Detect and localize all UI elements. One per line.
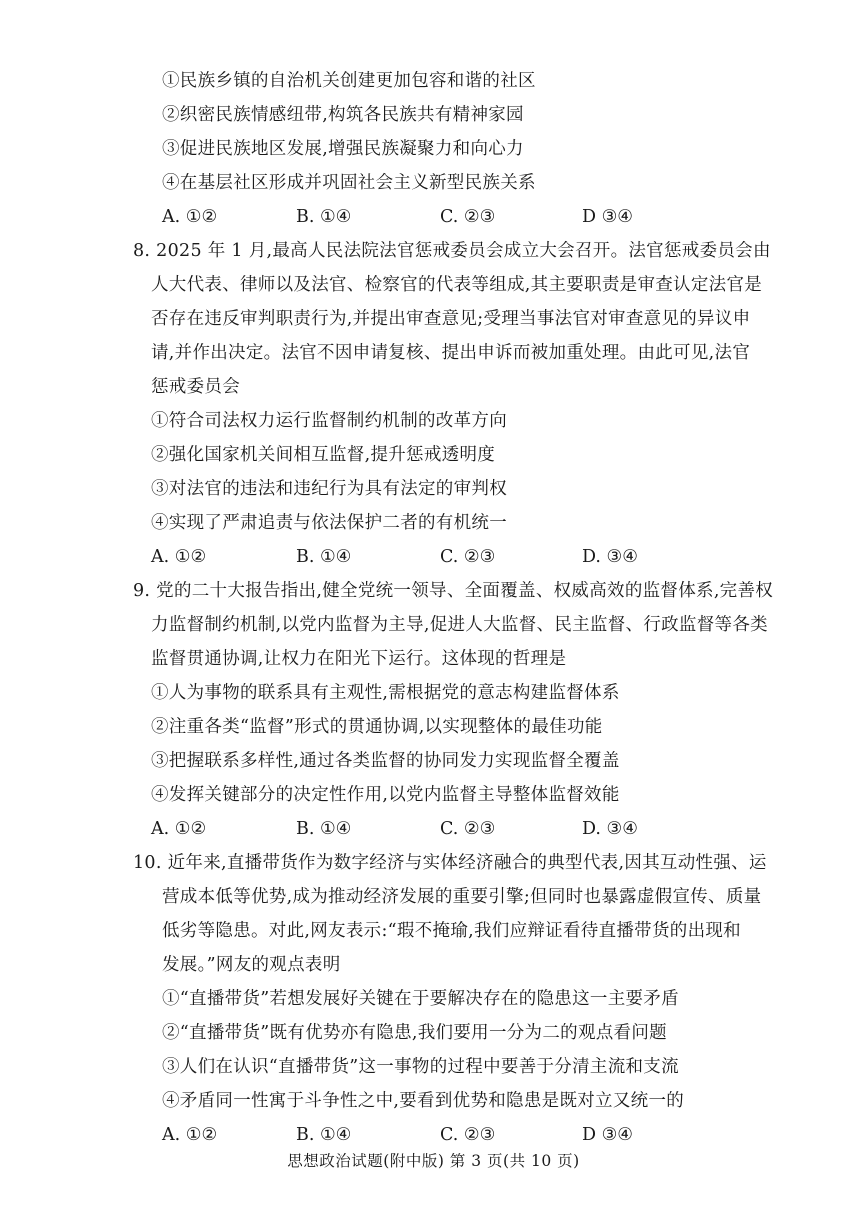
q7-item-2: ②织密民族情感纽带,构筑各民族共有精神家园 — [162, 105, 524, 125]
q8-stem-line-3: 否存在违反审判职责行为,并提出审查意见;受理当事法官对审查意见的异议申 — [151, 309, 751, 329]
q9-item-4: ④发挥关键部分的决定性作用,以党内监督主导整体监督效能 — [151, 785, 620, 805]
q9-option-d: D. ③④ — [582, 819, 638, 839]
q10-stem-line-2: 营成本低等优势,成为推动经济发展的重要引擎;但同时也暴露虚假宣传、质量 — [162, 887, 762, 907]
q10-option-a: A. ①② — [162, 1125, 218, 1145]
q10-item-2: ②“直播带货”既有优势亦有隐患,我们要用一分为二的观点看问题 — [162, 1023, 667, 1043]
q7-item-1: ①民族乡镇的自治机关创建更加包容和谐的社区 — [162, 71, 536, 91]
q10-item-4: ④矛盾同一性寓于斗争性之中,要看到优势和隐患是既对立又统一的 — [162, 1091, 685, 1111]
q8-item-3: ③对法官的违法和违纪行为具有法定的审判权 — [151, 479, 507, 499]
q9-stem-line-3: 监督贯通协调,让权力在阳光下运行。这体现的哲理是 — [151, 649, 567, 669]
q8-stem-line-1: 8. 2025 年 1 月,最高人民法院法官惩戒委员会成立大会召开。法官惩戒委员会由 — [133, 241, 771, 261]
q8-item-1: ①符合司法权力运行监督制约机制的改革方向 — [151, 411, 507, 431]
q7-option-b: B. ①④ — [296, 207, 352, 227]
q10-stem-line-3: 低劣等隐患。对此,网友表示:“瑕不掩瑜,我们应辩证看待直播带货的出现和 — [162, 921, 741, 941]
q7-option-d: D ③④ — [582, 207, 633, 227]
q8-option-a: A. ①② — [151, 547, 207, 567]
q7-item-3: ③促进民族地区发展,增强民族凝聚力和向心力 — [162, 139, 524, 159]
q10-option-b: B. ①④ — [296, 1125, 352, 1145]
q9-item-2: ②注重各类“监督”形式的贯通协调,以实现整体的最佳功能 — [151, 717, 603, 737]
q10-stem-line-4: 发展。”网友的观点表明 — [162, 955, 341, 975]
q10-stem-line-1: 10. 近年来,直播带货作为数字经济与实体经济融合的典型代表,因其互动性强、运 — [133, 853, 767, 873]
q8-item-4: ④实现了严肃追责与依法保护二者的有机统一 — [151, 513, 507, 533]
q8-option-d: D. ③④ — [582, 547, 638, 567]
q9-option-c: C. ②③ — [440, 819, 496, 839]
q9-option-a: A. ①② — [151, 819, 207, 839]
q10-option-c: C. ②③ — [440, 1125, 496, 1145]
q8-stem-line-5: 惩戒委员会 — [151, 377, 240, 397]
q8-option-c: C. ②③ — [440, 547, 496, 567]
q9-item-1: ①人为事物的联系具有主观性,需根据党的意志构建监督体系 — [151, 683, 620, 703]
q10-item-1: ①“直播带货”若想发展好关键在于要解决存在的隐患这一主要矛盾 — [162, 989, 679, 1009]
q8-option-b: B. ①④ — [296, 547, 352, 567]
q9-option-b: B. ①④ — [296, 819, 352, 839]
q7-option-a: A. ①② — [162, 207, 218, 227]
q7-option-c: C. ②③ — [440, 207, 496, 227]
q9-item-3: ③把握联系多样性,通过各类监督的协同发力实现监督全覆盖 — [151, 751, 620, 771]
q9-stem-line-1: 9. 党的二十大报告指出,健全党统一领导、全面覆盖、权威高效的监督体系,完善权 — [133, 581, 774, 601]
q8-item-2: ②强化国家机关间相互监督,提升惩戒透明度 — [151, 445, 496, 465]
q7-item-4: ④在基层社区形成并巩固社会主义新型民族关系 — [162, 173, 536, 193]
page-footer: 思想政治试题(附中版) 第 3 页(共 10 页) — [287, 1152, 580, 1170]
q10-item-3: ③人们在认识“直播带货”这一事物的过程中要善于分清主流和支流 — [162, 1057, 679, 1077]
q10-option-d: D ③④ — [582, 1125, 633, 1145]
q8-stem-line-4: 请,并作出决定。法官不因申请复核、提出申诉而被加重处理。由此可见,法官 — [151, 343, 751, 363]
q9-stem-line-2: 力监督制约机制,以党内监督为主导,促进人大监督、民主监督、行政监督等各类 — [151, 615, 768, 635]
q8-stem-line-2: 人大代表、律师以及法官、检察官的代表等组成,其主要职责是审查认定法官是 — [151, 275, 763, 295]
